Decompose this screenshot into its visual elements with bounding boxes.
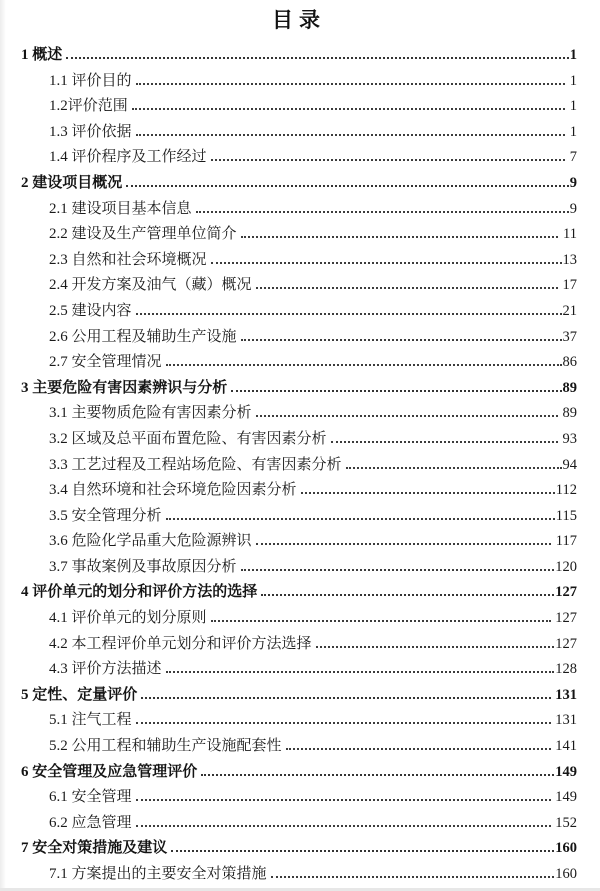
toc-entry (21, 401, 577, 427)
dot-leader (126, 185, 568, 187)
toc-entry (21, 222, 577, 248)
toc-entry (21, 504, 577, 530)
toc-entry-label: 3.7 事故案例及事故原因分析 (49, 558, 237, 575)
toc-entry-page: 152 (551, 814, 577, 831)
toc-entry-page: 141 (551, 738, 577, 755)
toc-entry-page: 21 (562, 302, 577, 319)
toc-entry-label: 3.4 自然环境和社会环境危险因素分析 (49, 482, 297, 499)
dot-leader (316, 646, 555, 648)
scan-edge-left (0, 0, 6, 891)
toc-entry (21, 836, 577, 862)
dot-leader (256, 287, 558, 289)
toc-entry (21, 606, 577, 632)
dot-leader (256, 415, 558, 417)
toc-entry-page: 160 (555, 866, 577, 882)
toc-entry-page: 131 (551, 686, 577, 703)
toc-entry-label: 2.1 建设项目基本信息 (49, 200, 192, 217)
page-title: 目录 (272, 8, 326, 32)
toc-entry-page: 149 (555, 763, 577, 780)
toc-entry (21, 734, 577, 760)
toc-entry-label: 2 建设项目概况 (21, 174, 123, 191)
toc-entry (21, 683, 577, 709)
toc-entry-label: 1.4 评价程序及工作经过 (49, 149, 207, 166)
toc-entry-page: 131 (551, 712, 577, 729)
toc-entry (21, 145, 577, 171)
toc-entry-page: 120 (555, 558, 577, 575)
toc-entry (21, 632, 577, 658)
toc-entry-label: 2.6 公用工程及辅助生产设施 (49, 328, 237, 345)
toc-entry-label: 7 安全对策措施及建议 (21, 840, 168, 857)
toc-entry-label: 3 主要危险有害因素辨识与分析 (21, 379, 228, 396)
toc-entry-label: 1.2评价范围 (49, 98, 128, 115)
toc-entry-page: 127 (555, 584, 577, 601)
toc-entry (21, 478, 577, 504)
dot-leader (271, 876, 555, 878)
dot-leader (166, 518, 555, 520)
toc-entry (21, 69, 577, 95)
toc-entry-label: 3.3 工艺过程及工程站场危险、有害因素分析 (49, 456, 342, 473)
toc-entry-label: 2.2 建设及生产管理单位简介 (49, 226, 237, 243)
toc-entry-label: 4 评价单元的划分和评价方法的选择 (21, 584, 258, 601)
toc-entry-page: 17 (558, 277, 577, 294)
dot-leader (241, 569, 555, 571)
toc-entry (21, 273, 577, 299)
toc-entry-page: 9 (569, 174, 577, 191)
toc-entry-label: 2.7 安全管理情况 (49, 354, 162, 371)
toc-entry-label: 3.2 区域及总平面布置危险、有害因素分析 (49, 430, 327, 447)
toc-entry-label: 5.2 公用工程和辅助生产设施配套性 (49, 738, 282, 755)
dot-leader (136, 825, 551, 827)
toc-entry-page: 1 (566, 123, 577, 140)
dot-leader (256, 543, 552, 545)
dot-leader (211, 620, 551, 622)
toc-entry-label: 2.4 开发方案及油气（藏）概况 (49, 277, 252, 294)
toc-entry (21, 94, 577, 120)
toc-entry-page: 112 (555, 482, 577, 499)
toc-entry-page: 13 (562, 251, 577, 268)
dot-leader (136, 313, 562, 315)
dot-leader (136, 83, 566, 85)
toc-entry-page: 11 (559, 226, 577, 243)
dot-leader (231, 390, 561, 392)
dot-leader (136, 722, 551, 724)
toc-entry (21, 325, 577, 351)
dot-leader (211, 262, 562, 264)
toc-entry (21, 43, 577, 69)
toc-entry-page: 89 (558, 405, 577, 422)
toc-entry-label: 2.5 建设内容 (49, 302, 132, 319)
toc-entry-page: 37 (562, 328, 577, 345)
dot-leader (132, 108, 565, 110)
dot-leader (201, 774, 554, 776)
dot-leader (141, 697, 550, 699)
toc-entry-page: 115 (555, 507, 577, 524)
toc-entry-page: 1 (569, 47, 577, 63)
toc-entry-page: 7 (566, 149, 577, 166)
toc-entry (21, 453, 577, 479)
dot-leader (211, 159, 566, 161)
toc-entry-label: 4.3 评价方法描述 (49, 661, 162, 678)
toc-entry-page: 160 (555, 840, 577, 857)
toc-entry-label: 6.2 应急管理 (49, 814, 132, 831)
dot-leader (196, 211, 569, 213)
toc-entry (21, 350, 577, 376)
toc-entry (21, 555, 577, 581)
toc-entry-label: 4.2 本工程评价单元划分和评价方法选择 (49, 635, 312, 652)
toc-entry (21, 248, 577, 274)
toc-entry-label: 6.1 安全管理 (49, 789, 132, 806)
toc-entry-page: 94 (562, 456, 577, 473)
toc-entry (21, 811, 577, 837)
dot-leader (166, 364, 562, 366)
toc-entry (21, 529, 577, 555)
dot-leader (331, 441, 558, 443)
dot-leader (136, 134, 566, 136)
toc-entry-label: 1.1 评价目的 (49, 72, 132, 89)
toc-entry (21, 299, 577, 325)
dot-leader (241, 236, 559, 238)
toc-entry-page: 89 (562, 379, 577, 396)
toc-entry (21, 580, 577, 606)
toc-entry-label: 1 概述 (21, 47, 63, 63)
toc-entry-label: 5 定性、定量评价 (21, 686, 138, 703)
toc-entry-page: 127 (551, 610, 577, 627)
dot-leader (166, 671, 555, 673)
toc-entry (21, 120, 577, 146)
toc-entry (21, 760, 577, 786)
toc-entry-label: 6 安全管理及应急管理评价 (21, 763, 198, 780)
dot-leader (171, 850, 554, 852)
toc-entry-page: 149 (551, 789, 577, 806)
toc-entry-label: 3.1 主要物质危险有害因素分析 (49, 405, 252, 422)
toc-entry-page: 127 (555, 635, 577, 652)
dot-leader (301, 492, 555, 494)
toc-entry-label: 1.3 评价依据 (49, 123, 132, 140)
dot-leader (136, 799, 551, 801)
dot-leader (286, 748, 551, 750)
dot-leader (66, 57, 568, 59)
toc-entry-label: 3.5 安全管理分析 (49, 507, 162, 524)
toc-entry (21, 708, 577, 734)
toc-entry-page: 128 (555, 661, 577, 678)
toc-entry (21, 427, 577, 453)
toc-entry (21, 657, 577, 683)
toc-entry-page: 93 (558, 430, 577, 447)
toc-list (21, 43, 577, 888)
dot-leader (346, 467, 562, 469)
toc-entry (21, 197, 577, 223)
toc-entry (21, 862, 577, 888)
toc-entry-label: 5.1 注气工程 (49, 712, 132, 729)
toc-entry-page: 1 (566, 72, 577, 89)
toc-entry-page: 117 (552, 533, 577, 550)
dot-leader (241, 339, 562, 341)
toc-entry-label: 7.1 方案提出的主要安全对策措施 (49, 866, 267, 882)
toc-entry-page: 9 (569, 200, 577, 217)
toc-entry (21, 376, 577, 402)
dot-leader (261, 594, 554, 596)
toc-entry (21, 785, 577, 811)
toc-entry (21, 171, 577, 197)
toc-entry-page: 1 (566, 98, 577, 115)
toc-entry-label: 2.3 自然和社会环境概况 (49, 251, 207, 268)
toc-entry-label: 3.6 危险化学品重大危险源辨识 (49, 533, 252, 550)
toc-entry-page: 86 (562, 354, 577, 371)
toc-entry-label: 4.1 评价单元的划分原则 (49, 610, 207, 627)
